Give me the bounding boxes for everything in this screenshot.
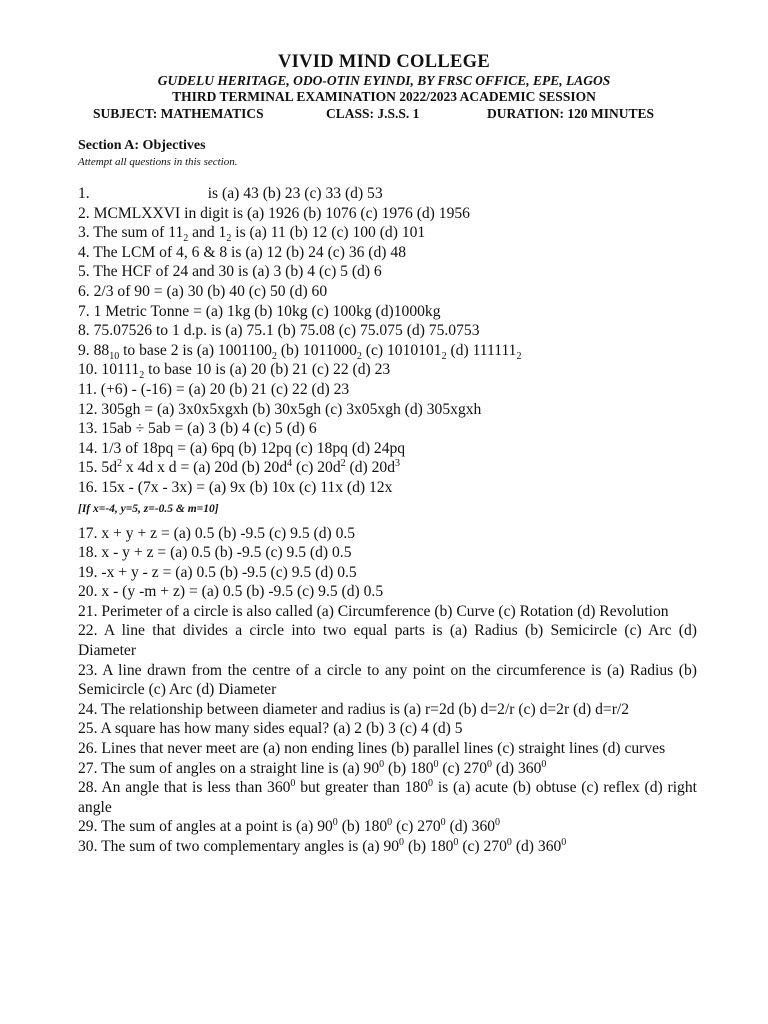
question-3: 3. The sum of $11_2$ and $1_2$ is (a) 11 (b) 12 (c) 100 (d) 101 <box>78 224 426 245</box>
question-28: 28. An angle that is less than $360^0$ but greater than $180^0$ is (a) acute (b) obtuse (c) reflex (d) right angle <box>78 778 697 816</box>
question-8: 8. 75.07526 to 1 d.p. is (a) 75.1 (b) 75.08 (c) 75.075 (d) 75.0753 <box>78 322 480 340</box>
college-name: VIVID MIND COLLEGE <box>277 52 490 72</box>
question-27: 27. The sum of angles on a straight line is (a) $90^0$ (b) $180^0$ (c) $270^0$ (d) $360^0$ <box>78 758 547 777</box>
question-20: 20. x - (y -m + z) = (a) 0.5 (b) -9.5 (c) 9.5 (d) 0.5 <box>78 583 384 601</box>
question-1: 1. is (a) 43 (b) 23 (c) 33 (d) 53 <box>78 185 383 202</box>
question-21: 21. Perimeter of a circle is also called (a) Circumference (b) Curve (c) Rotation (d) Revolution <box>78 602 669 620</box>
question-19: 19. -x + y - z = (a) 0.5 (b) -9.5 (c) 9.5 (d) 0.5 <box>78 563 357 581</box>
exam-title: THIRD TERMINAL EXAMINATION 2022/2023 ACADEMIC SESSION <box>172 89 596 104</box>
subject-label: SUBJECT: MATHEMATICS <box>93 106 264 121</box>
question-10: 10. $10111_2$ to base 10 is (a) 20 (b) 21 (c) 22 (d) 23 <box>78 361 391 382</box>
section-heading <box>78 137 698 169</box>
question-26: 26. Lines that never meet are (a) non ending lines (b) parallel lines (c) straight lines (d) curves <box>78 740 666 758</box>
question-11: 11. (+6) - (-16) = (a) 20 (b) 21 (c) 22 (d) 23 <box>78 380 350 398</box>
class-label: CLASS: J.S.S. 1 <box>326 106 420 121</box>
question-23: 23. A line drawn from the centre of a circle to any point on the circumference is (a) Radius (b) Semicircle (c) Arc (d) Diameter <box>78 661 697 699</box>
question-7: 7. 1 Metric Tonne = (a) 1kg (b) 10kg (c) 100kg (d)1000kg <box>78 302 441 320</box>
variable-note: [If x=-4, y=5, z=-0.5 & m=10] <box>78 502 219 515</box>
question-9: 9. $88_{10}$ to base 2 is (a) $1001100_2$ (b) $1011000_2$ (c) $1010101_2$ (d) $111111_2$ <box>78 341 522 362</box>
question-22: 22. A line that divides a circle into two equal parts is (a) Radius (b) Semicircle (c) Arc (d) Diameter <box>78 622 697 660</box>
question-17: 17. x + y + z = (a) 0.5 (b) -9.5 (c) 9.5 (d) 0.5 <box>78 524 356 542</box>
document-header <box>0 52 768 105</box>
question-25: 25. A square has how many sides equal? (a) 2 (b) 3 (c) 4 (d) 5 <box>78 720 463 738</box>
question-12: 12. 305gh = (a) 3x0x5xgxh (b) 30x5gh (c) 3x05xgh (d) 305xgxh <box>78 400 482 418</box>
question-2: 2. MCMLXXVI in digit is (a) 1926 (b) 1076 (c) 1976 (d) 1956 <box>78 204 470 222</box>
question-4: 4. The LCM of 4, 6 & 8 is (a) 12 (b) 24 (c) 36 (d) 48 <box>78 243 406 261</box>
question-16: 16. 15x - (7x - 3x) = (a) 9x (b) 10x (c) 11x (d) 12x <box>78 478 393 496</box>
question-5: 5. The HCF of 24 and 30 is (a) 3 (b) 4 (c) 5 (d) 6 <box>78 263 382 281</box>
question-30: 30. The sum of two complementary angles is (a) $90^0$ (b) $180^0$ (c) $270^0$ (d) $360^0$ <box>78 836 567 855</box>
question-list <box>78 184 697 857</box>
duration-label: DURATION: 120 MINUTES <box>487 106 655 121</box>
section-instruction: Attempt all questions in this section. <box>78 156 238 168</box>
question-6: 6. 2/3 of 90 = (a) 30 (b) 40 (c) 50 (d) 60 <box>78 282 328 300</box>
question-15: 15. $5d^2$ x 4d x d = (a) 20d (b) $20d^4$ (c) $20d^2$ (d) $20d^3$ <box>78 458 400 477</box>
subject-line <box>93 106 693 122</box>
question-13: 13. 15ab ÷ 5ab = (a) 3 (b) 4 (c) 5 (d) 6 <box>78 420 317 438</box>
college-address: GUDELU HERITAGE, ODO-OTIN EYINDI, BY FRSC OFFICE, EPE, LAGOS <box>157 73 611 88</box>
question-14: 14. 1/3 of 18pq = (a) 6pq (b) 12pq (c) 18pq (d) 24pq <box>78 439 406 457</box>
question-24: 24. The relationship between diameter and radius is (a) r=2d (b) d=2/r (c) d=2r (d) d=r/2 <box>78 700 630 718</box>
question-29: 29. The sum of angles at a point is (a) $90^0$ (b) $180^0$ (c) $270^0$ (d) $360^0$ <box>78 817 501 836</box>
section-title: Section A: Objectives <box>78 138 206 153</box>
question-18: 18. x - y + z = (a) 0.5 (b) -9.5 (c) 9.5 (d) 0.5 <box>78 544 352 562</box>
